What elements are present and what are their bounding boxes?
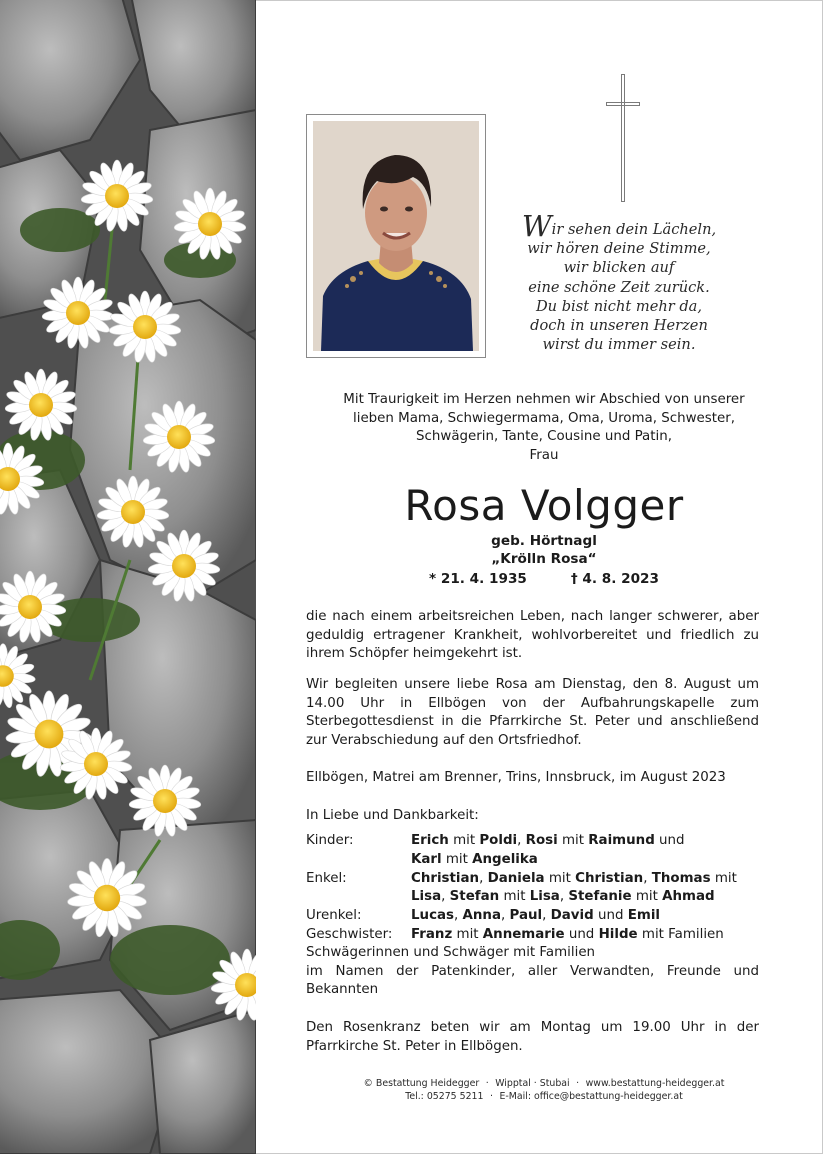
intro-line: Frau (529, 447, 559, 463)
poem-line (505, 209, 733, 243)
intro-line: lieben Mama, Schwiegermama, Oma, Uroma, Schwester, (353, 410, 735, 426)
poem-dropcap: W (521, 209, 552, 243)
deceased-name: Rosa Volgger (404, 481, 684, 530)
family-members: Karl mit Angelika (411, 852, 538, 867)
poem-line: doch in unseren Herzen (530, 317, 708, 335)
paragraph-life: die nach einem arbeitsreichen Leben, nach langer schwerer, aber geduldig ertragener Krankheit, wohlvorbereitet und friedlich zu ihrem Schöpfer heimgekehrt ist. (306, 609, 759, 662)
footer-line-1: © Bestattung Heidegger · Wipptal · Stubai · www.bestattung-heidegger.at (363, 1078, 725, 1089)
family-members: Lisa, Stefan mit Lisa, Stefanie mit Ahmad (411, 889, 715, 904)
death-date: † 4. 8. 2023 (570, 571, 659, 587)
poem-line: eine schöne Zeit zurück. (528, 278, 710, 296)
portrait-photo (313, 121, 479, 351)
family-line-schwaeger: Schwägerinnen und Schwäger mit Familien (306, 945, 596, 960)
intro-line: Mit Traurigkeit im Herzen nehmen wir Abschied von unserer (343, 392, 745, 407)
life-dates (296, 569, 792, 589)
poem-line: Du bist nicht mehr da, (535, 297, 703, 315)
birth-name: geb. Hörtnagl (491, 533, 597, 549)
footer-line-2: Tel.: 05275 5211 · E-Mail: office@bestattung-heidegger.at (405, 1091, 683, 1102)
poem-line-text: ir sehen dein Lächeln, (551, 221, 717, 238)
family-line-bekannten: Bekannten (306, 982, 379, 997)
birth-date: * 21. 4. 1935 (429, 571, 527, 587)
daisy-flowers-image (0, 0, 256, 1154)
poem-line: wirst du immer sein. (542, 336, 696, 354)
nickname: „Krölln Rosa“ (491, 551, 597, 567)
poem-line: wir blicken auf (563, 259, 675, 277)
love-and-gratitude: In Liebe und Dankbarkeit: (306, 808, 479, 823)
poem (505, 209, 733, 354)
family-line-patenkinder: im Namen der Patenkinder, aller Verwandten, Freunde und (306, 964, 759, 979)
intro-line: Schwägerin, Tante, Cousine und Patin, (416, 429, 672, 445)
family-members: Lucas, Anna, Paul, David und Emil (411, 908, 660, 923)
poem-line: wir hören deine Stimme, (527, 240, 711, 258)
family-label: Geschwister: (306, 927, 393, 942)
place-date: Ellbögen, Matrei am Brenner, Trins, Innsbruck, im August 2023 (306, 770, 726, 785)
footer-email[interactable]: E-Mail: office@bestattung-heidegger.at (499, 1091, 683, 1102)
family-members: Christian, Daniela mit Christian, Thomas mit (411, 871, 737, 886)
footer-phone: Tel.: 05275 5211 (405, 1091, 484, 1102)
intro-text (296, 391, 792, 465)
footer-website[interactable]: www.bestattung-heidegger.at (585, 1078, 725, 1089)
portrait-frame (306, 114, 486, 358)
rosary-note: Den Rosenkranz beten wir am Montag um 19.00 Uhr in der Pfarrkirche St. Peter in Ellbögen. (306, 1020, 759, 1054)
family-label: Enkel: (306, 871, 347, 886)
footer-company: © Bestattung Heidegger (363, 1078, 480, 1089)
cross-icon (606, 74, 640, 202)
family-members: Franz mit Annemarie und Hilde mit Familien (411, 927, 724, 942)
family-members: Erich mit Poldi, Rosi mit Raimund und (411, 833, 685, 848)
family-label: Kinder: (306, 833, 354, 848)
paragraph-funeral: Wir begleiten unsere liebe Rosa am Dienstag, den 8. August um 14.00 Uhr in Ellbögen von der Aufbahrungskapelle zum Sterbegottesdienst in die Pfarrkirche St. Peter und anschließend zur Verabschiedung auf den Ortsfriedhof. (306, 677, 759, 748)
family-label: Urenkel: (306, 908, 362, 923)
footer-region: Wipptal · Stubai (495, 1078, 570, 1089)
